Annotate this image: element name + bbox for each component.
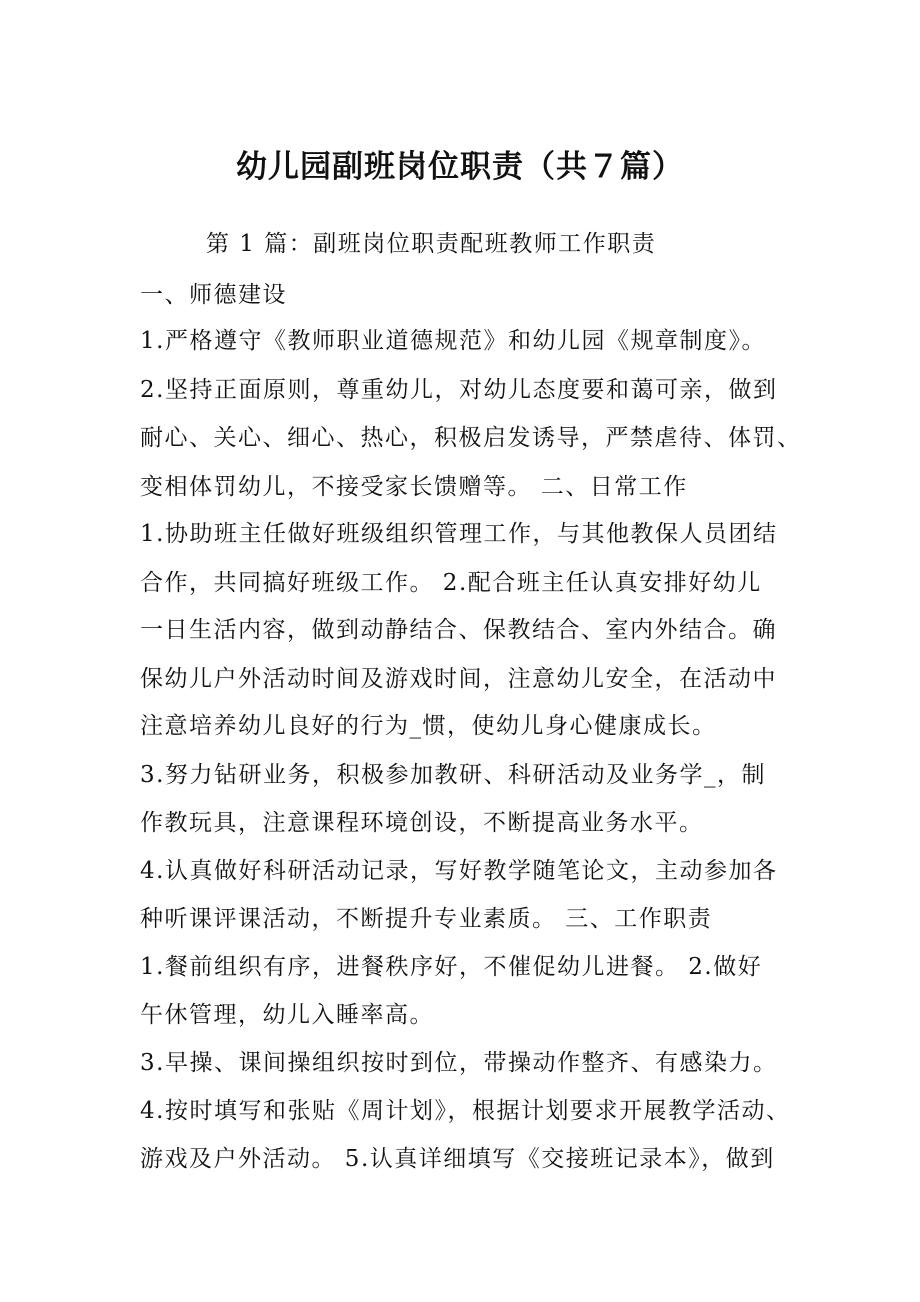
text-line: 变相体罚幼儿，不接受家长馈赠等。 二、日常工作: [140, 474, 688, 500]
text-line: 合作，共同搞好班级工作。 2.配合班主任认真安排好幼儿: [140, 570, 762, 596]
text-line: 3.早操、课间操组织按时到位，带操动作整齐、有感染力。: [140, 1050, 778, 1076]
text-line: 1.餐前组织有序，进餐秩序好，不催促幼儿进餐。 2.做好: [140, 954, 763, 980]
text-line: 种听课评课活动，不断提升专业素质。 三、工作职责: [140, 906, 713, 932]
text-line: 注意培养幼儿良好的行为_惯，使幼儿身心健康成长。: [140, 713, 717, 739]
text-line: 午休管理，幼儿入睡率高。: [140, 1002, 434, 1028]
text-line: 一日生活内容，做到动静结合、保教结合、室内外结合。确: [140, 617, 777, 643]
text-line: 作教玩具，注意课程环境创设，不断提高业务水平。: [140, 810, 704, 836]
text-line: 3.努力钻研业务，积极参加教研、科研活动及业务学_，制: [140, 762, 766, 788]
text-line: 耐心、关心、细心、热心，积极启发诱导，严禁虐待、体罚、: [140, 425, 802, 451]
text-line: 1.协助班主任做好班级组织管理工作，与其他教保人员团结: [140, 521, 778, 547]
text-line: 一、师德建设: [140, 282, 287, 308]
text-line: 2.坚持正面原则，尊重幼儿，对幼儿态度要和蔼可亲，做到: [140, 377, 778, 403]
text-line: 游戏及户外活动。 5.认真详细填写《交接班记录本》，做到: [140, 1146, 775, 1172]
document-subtitle: 第 1 篇：副班岗位职责配班教师工作职责: [206, 231, 657, 257]
document-title: 幼儿园副班岗位职责（共７篇）: [236, 149, 684, 185]
text-line: 4.认真做好科研活动记录，写好教学随笔论文，主动参加各: [140, 858, 778, 884]
text-line: 保幼儿户外活动时间及游戏时间，注意幼儿安全，在活动中: [140, 666, 777, 692]
text-line: 1.严格遵守《教师职业道德规范》和幼儿园《规章制度》。: [140, 328, 766, 354]
text-line: 4.按时填写和张贴《周计划》，根据计划要求开展教学活动、: [140, 1098, 791, 1124]
